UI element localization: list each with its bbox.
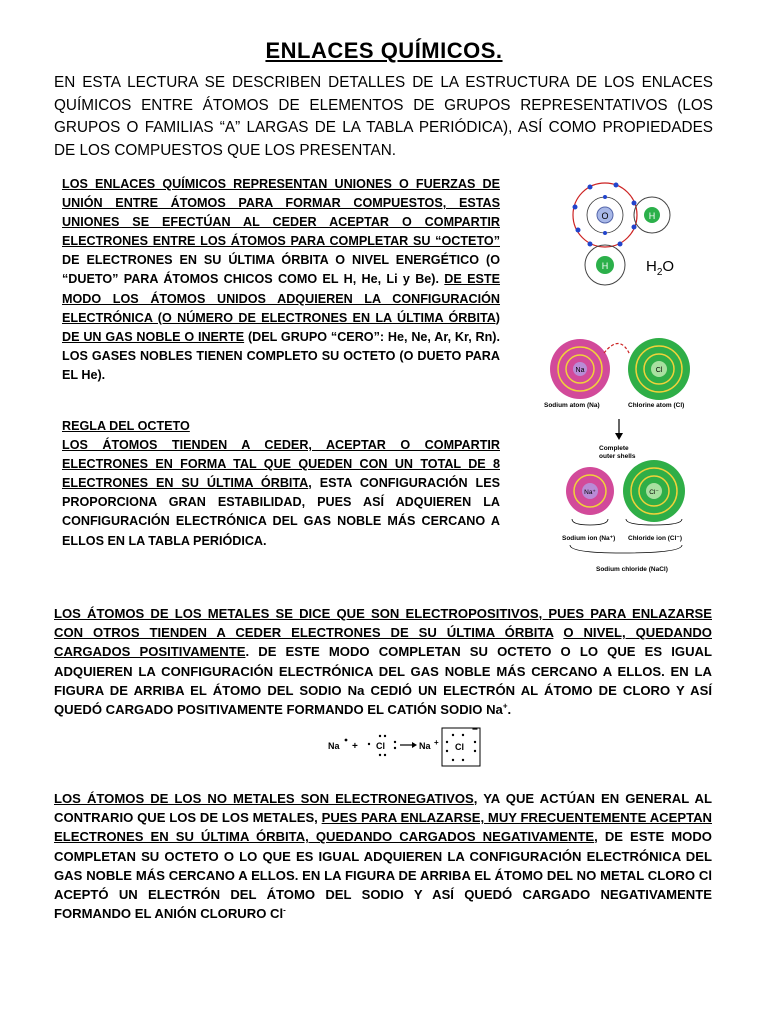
sodium-atom-label: Sodium atom (Na) [544, 402, 600, 409]
body-text [553, 625, 563, 640]
body-text: (DEL GRUPO “CERO”: He, Ne, Ar, Kr, Rn). LOS GASES NOBLES TIENEN COMPLETO SU OCTETO (O DUETO PARA EL He). [62, 329, 500, 382]
chloride-ion-symbol: Cl⁻ [649, 489, 659, 496]
paragraph-nonmetals [54, 789, 712, 923]
oxygen-label: O [601, 211, 609, 221]
intro-paragraph: EN ESTA LECTURA SE DESCRIBEN DETALLES DE LA ESTRUCTURA DE LOS ENLACES QUÍMICOS ENTRE ÁTOMOS DE ELEMENTOS DE GRUPOS REPRESENTATIVOS (LOS GRUPOS O FAMILIAS “A” LARGAS DE LA TABLA PERIÓDICA), ASÍ COMO PROPIEDADES DE LOS COMPUESTOS QUE LOS PRESENTAN. [54, 74, 713, 159]
minus-charge: − [472, 724, 478, 736]
body-text: , ESTA CONFIGURACIÓN LES PROPORCIONA GRAN ESTABILIDAD, PUES ASÍ ADQUIEREN LA CONFIGURACIÓN ELECTRÓNICA DEL GAS NOBLE MÁS CERCANO A ELLOS EN LA TABLA PERIÓDICA. [62, 476, 500, 548]
chloride-symbol: Cl [455, 742, 464, 752]
section-heading: REGLA DEL OCTETO [62, 419, 190, 433]
body-text: DE ELECTRONES EN SU ÚLTIMA ÓRBITA O NIVEL ENERGÉTICO (O “DUETO” PARA ÁTOMOS CHICOS COMO EL H, He, Li y Be). [62, 253, 500, 287]
underlined-text: LOS ÁTOMOS DE LOS NO METALES SON ELECTRONEGATIVOS [54, 791, 474, 806]
underlined-text: DE ESTE MODO LOS ÁTOMOS UNIDOS ADQUIEREN LA CONFIGURACIÓN ELECTRÓNICA (O NÚMERO DE ELECTRONES EN LA ÚLTIMA ÓRBITA) DE UN GAS NOBLE O INERTE [62, 272, 500, 344]
superscript: + [502, 701, 508, 711]
underlined-text: PUES PARA ENLAZARSE, MUY FRECUENTEMENTE ACEPTAN ELECTRONES EN SU ÚLTIMA ÓRBITA, QUEDANDO CARGADOS NEGATIVAMENTE [54, 810, 713, 845]
underlined-text: LOS ENLACES QUÍMICOS REPRESENTAN UNIONES O FUERZAS DE UNIÓN ENTRE ÁTOMOS PARA FORMAR COMPUESTOS, ESTAS UNIONES SE EFECTÚAN AL CEDER ACEPTAR O COMPARTIR ELECTRONES ENTRE LOS ÁTOMOS PARA COMPLETAR SU “OCTETO” [62, 177, 500, 249]
outer-shells-label: outer shells [599, 453, 636, 460]
chloride-ion-label: Chloride ion (Cl⁻) [628, 535, 682, 542]
hydrogen-label: H [601, 261, 609, 271]
body-text: . DE ESTE MODO COMPLETAN SU OCTETO O LO QUE ES IGUAL ADQUIEREN LA CONFIGURACIÓN ELECTRÓNICA DEL GAS NOBLE MÁS CERCANO A ELLOS. EN LA FIGURA DE ARRIBA EL ÁTOMO DEL SODIO Na CEDIÓ UN ELECTRÓN AL ÁTOMO DE CLORO Y ASÍ QUEDÓ CARGADO POSITIVAMENTE FORMANDO EL CATIÓN SODIO Na [54, 644, 712, 718]
sodium-symbol: Na [575, 367, 585, 374]
paragraph-chemical-bonds [62, 175, 500, 385]
page-title: ENLACES QUÍMICOS. [265, 38, 503, 63]
body-text: , YA QUE ACTÚAN EN GENERAL AL CONTRARIO QUE LOS DE LOS METALES, [54, 791, 712, 826]
paragraph-octet-rule [62, 417, 500, 551]
sodium-ion-symbol: Na⁺ [584, 489, 596, 496]
sodium-chloride-figure [542, 333, 714, 578]
sodium-symbol: Na [328, 741, 340, 751]
chlorine-symbol: Cl [655, 367, 663, 374]
sodium-chloride-label: Sodium chloride (NaCl) [596, 566, 668, 573]
sodium-ion-symbol: Na [419, 741, 431, 751]
lewis-equation [322, 724, 492, 770]
underlined-text: O NIVEL, QUEDANDO CARGADOS POSITIVAMENTE [54, 625, 712, 660]
plus-charge: + [434, 738, 439, 747]
plus-sign: + [352, 741, 358, 752]
water-molecule-figure [560, 175, 710, 295]
chlorine-symbol: Cl [376, 741, 385, 751]
underlined-text: LOS ÁTOMOS DE LOS METALES SE DICE QUE SON ELECTROPOSITIVOS, PUES PARA ENLAZARSE CON OTROS TIENDEN A CEDER ELECTRONES DE SU ÚLTIMA ÓRBITA [54, 606, 712, 641]
hydrogen-label: H [648, 211, 656, 221]
paragraph-metals [54, 604, 712, 719]
sodium-ion-label: Sodium ion (Na⁺) [562, 535, 616, 542]
chlorine-atom-label: Chlorine atom (Cl) [628, 402, 685, 409]
electron-transfer-arrow [604, 343, 630, 355]
underlined-text: LOS ÁTOMOS TIENDEN A CEDER, ACEPTAR O COMPARTIR ELECTRONES EN FORMA TAL QUE QUEDEN CON UN TOTAL DE 8 ELECTRONES EN SU ÚLTIMA ÓRBITA [62, 438, 500, 491]
complete-label: Complete [599, 445, 629, 452]
water-formula: $H_2O$ [646, 258, 675, 278]
superscript: - [283, 905, 286, 915]
body-text: . [507, 702, 512, 718]
body-text: , DE ESTE MODO COMPLETAN SU OCTETO O LO QUE ES IGUAL ADQUIEREN LA CONFIGURACIÓN ELECTRÓNICA DEL GAS NOBLE MÁS CERCANO A ELLOS. EN LA FIGURA DE ARRIBA EL ÁTOMO DEL NO METAL CLORO Cl ACEPTÓ UN ELECTRÓN DEL ÁTOMO DEL SODIO Y ASÍ QUEDÓ CARGADO NEGATIVAMENTE FORMANDO EL ANIÓN CLORURO Cl [54, 829, 712, 922]
